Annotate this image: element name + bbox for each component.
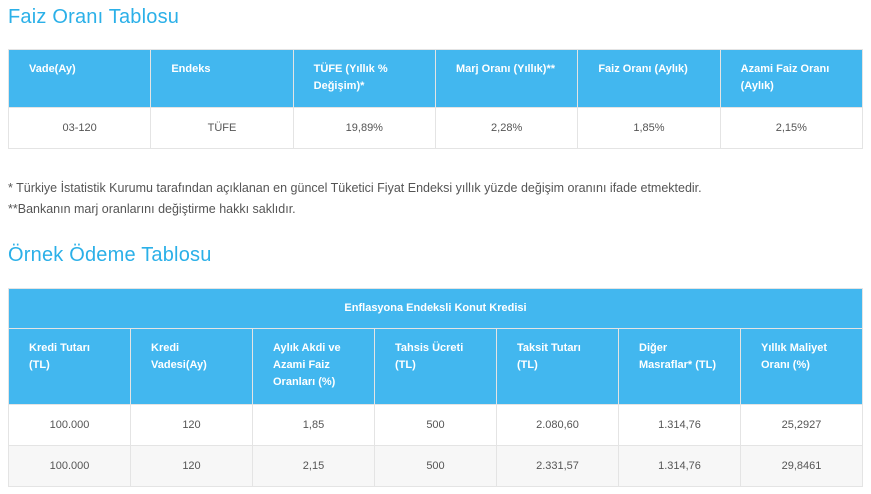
cell-other-costs: 1.314,76 (619, 446, 741, 487)
footnotes (8, 178, 702, 220)
cell-allocation-fee: 500 (375, 405, 497, 446)
table-row (9, 405, 863, 446)
header-margin: Marj Oranı (Yıllık)** (435, 50, 577, 108)
cell-loan-amount: 100.000 (9, 405, 131, 446)
header-annual-cost: Yıllık Maliyet Oranı (%) (741, 329, 863, 405)
cell-annual-cost: 25,2927 (741, 405, 863, 446)
table-caption-row (9, 289, 863, 329)
cell-installment: 2.331,57 (497, 446, 619, 487)
header-allocation-fee: Tahsis Ücreti (TL) (375, 329, 497, 405)
payment-table (8, 288, 863, 487)
payment-table-title: Örnek Ödeme Tablosu (8, 244, 212, 266)
header-other-costs: Diğer Masraflar* (TL) (619, 329, 741, 405)
table-header-row (9, 50, 863, 108)
header-index: Endeks (151, 50, 293, 108)
cell-other-costs: 1.314,76 (619, 405, 741, 446)
table-row (9, 446, 863, 487)
interest-rate-table (8, 49, 863, 149)
cell-interest-rate: 1,85 (253, 405, 375, 446)
cell-loan-term: 120 (131, 446, 253, 487)
table-row (9, 108, 863, 149)
header-monthly-rate: Faiz Oranı (Aylık) (578, 50, 720, 108)
cell-annual-cost: 29,8461 (741, 446, 863, 487)
header-term: Vade(Ay) (9, 50, 151, 108)
cell-loan-term: 120 (131, 405, 253, 446)
cell-loan-amount: 100.000 (9, 446, 131, 487)
cell-cpi: 19,89% (293, 108, 435, 149)
cell-term: 03-120 (9, 108, 151, 149)
header-loan-amount: Kredi Tutarı (TL) (9, 329, 131, 405)
table-caption: Enflasyona Endeksli Konut Kredisi (9, 289, 863, 329)
table-header-row (9, 329, 863, 405)
header-interest-rates: Aylık Akdi ve Azami Faiz Oranları (%) (253, 329, 375, 405)
cell-index: TÜFE (151, 108, 293, 149)
footnote-cpi: * Türkiye İstatistik Kurumu tarafından açıklanan en güncel Tüketici Fiyat Endeksi yıllık yüzde değişim oranını ifade etmektedir. (8, 181, 702, 195)
header-installment: Taksit Tutarı (TL) (497, 329, 619, 405)
cell-interest-rate: 2,15 (253, 446, 375, 487)
cell-allocation-fee: 500 (375, 446, 497, 487)
header-cpi: TÜFE (Yıllık % Değişim)* (293, 50, 435, 108)
cell-margin: 2,28% (435, 108, 577, 149)
rate-table-title: Faiz Oranı Tablosu (8, 6, 180, 28)
footnote-margin: **Bankanın marj oranlarını değiştirme hakkı saklıdır. (8, 202, 296, 216)
cell-installment: 2.080,60 (497, 405, 619, 446)
header-loan-term: Kredi Vadesi(Ay) (131, 329, 253, 405)
cell-max-rate: 2,15% (720, 108, 862, 149)
cell-monthly-rate: 1,85% (578, 108, 720, 149)
header-max-rate: Azami Faiz Oranı (Aylık) (720, 50, 862, 108)
